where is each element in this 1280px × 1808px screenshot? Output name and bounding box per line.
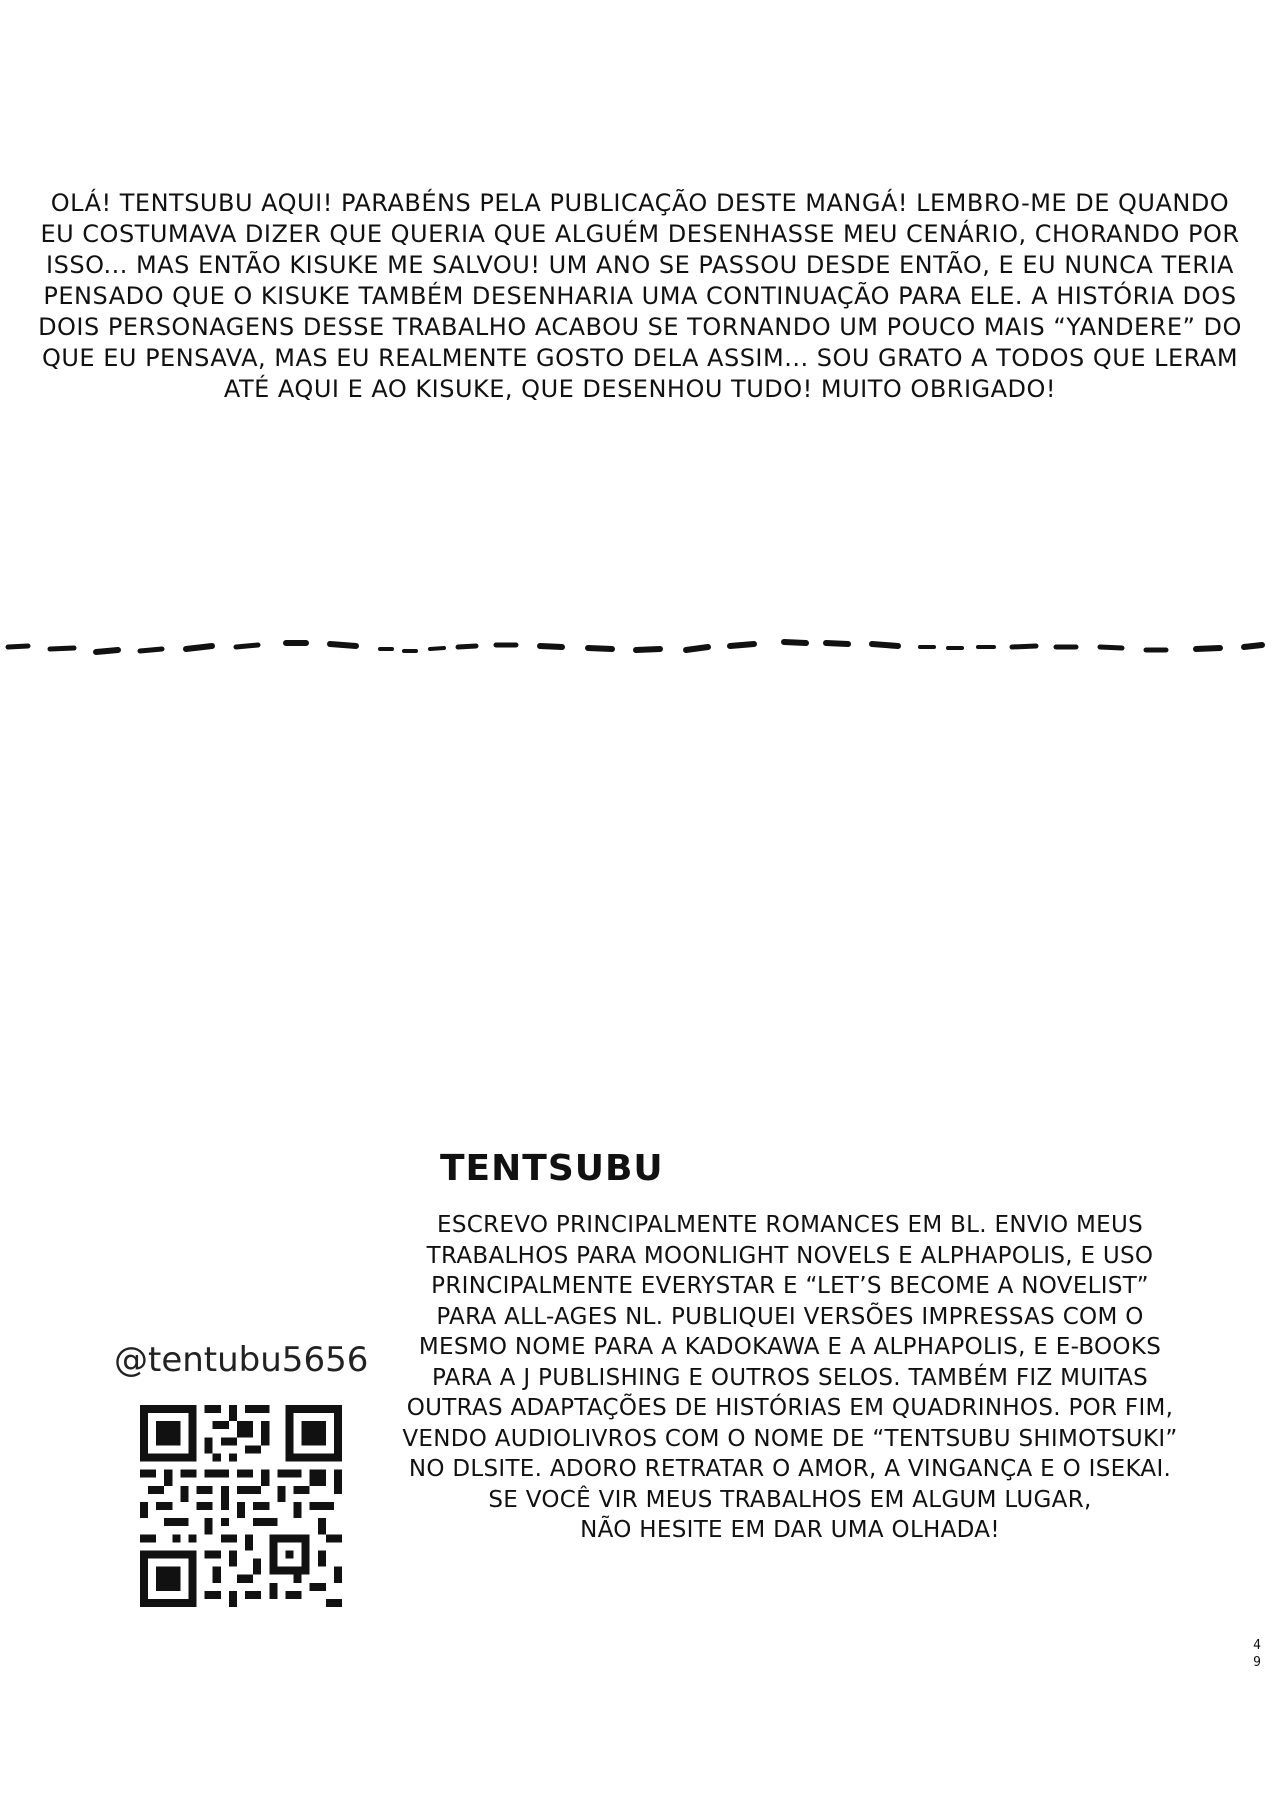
bio-line: TRABALHOS PARA MOONLIGHT NOVELS E ALPHAPOLIS, E USO	[426, 1242, 1154, 1269]
note-line: PENSADO QUE O KISUKE TAMBÉM DESENHARIA UMA CONTINUAÇÃO PARA ELE. A HISTÓRIA DOS	[43, 282, 1237, 310]
page-number-digit: 9	[1253, 1655, 1261, 1670]
note-line: QUE EU PENSAVA, MAS EU REALMENTE GOSTO DELA ASSIM... SOU GRATO A TODOS QUE LERAM	[41, 344, 1239, 372]
note-line: OLÁ! TENTSUBU AQUI! PARABÉNS PELA PUBLICAÇÃO DESTE MANGÁ! LEMBRO-ME DE QUANDO	[50, 189, 1230, 217]
bio-line: ESCREVO PRINCIPALMENTE ROMANCES EM BL. ENVIO MEUS	[436, 1212, 1143, 1238]
bio-line: SE VOCÊ VIR MEUS TRABALHOS EM ALGUM LUGAR,	[488, 1486, 1092, 1513]
author-name: TENTSUBU	[440, 1148, 664, 1189]
bio-line: PARA ALL-AGES NL. PUBLIQUEI VERSÕES IMPRESSAS COM O	[436, 1303, 1144, 1330]
note-line: ISSO... MAS ENTÃO KISUKE ME SALVOU! UM ANO SE PASSOU DESDE ENTÃO, E EU NUNCA TERIA	[46, 251, 1234, 279]
author-handle: @tentubu5656	[114, 1340, 369, 1380]
dashed-divider	[0, 625, 1280, 665]
note-line: DOIS PERSONAGENS DESSE TRABALHO ACABOU SE TORNANDO UM POUCO MAIS “YANDERE” DO	[38, 313, 1242, 341]
bio-line: PRINCIPALMENTE EVERYSTAR E “LET’S BECOME A NOVELIST”	[431, 1273, 1149, 1299]
author-bio	[370, 1210, 1210, 1546]
bio-line: OUTRAS ADAPTAÇÕES DE HISTÓRIAS EM QUADRINHOS. POR FIM,	[406, 1395, 1174, 1421]
page-number-digit: 4	[1253, 1638, 1261, 1653]
afterword-note	[30, 188, 1250, 405]
bio-line: NO DLSITE. ADORO RETRATAR O AMOR, A VINGANÇA E O ISEKAI.	[408, 1456, 1172, 1482]
page-number	[1247, 1637, 1267, 1671]
note-line: ATÉ AQUI E AO KISUKE, QUE DESENHOU TUDO! MUITO OBRIGADO!	[223, 375, 1057, 403]
bio-line: PARA A J PUBLISHING E OUTROS SELOS. TAMBÉM FIZ MUITAS	[431, 1364, 1149, 1391]
note-line: EU COSTUMAVA DIZER QUE QUERIA QUE ALGUÉM DESENHASSE MEU CENÁRIO, CHORANDO POR	[40, 220, 1240, 248]
qr-code-icon	[140, 1405, 342, 1607]
bio-line: MESMO NOME PARA A KADOKAWA E A ALPHAPOLIS, E E-BOOKS	[418, 1334, 1162, 1360]
bio-line: VENDO AUDIOLIVROS COM O NOME DE “TENTSUBU SHIMOTSUKI”	[402, 1425, 1178, 1452]
bio-line: NÃO HESITE EM DAR UMA OLHADA!	[580, 1517, 1000, 1543]
